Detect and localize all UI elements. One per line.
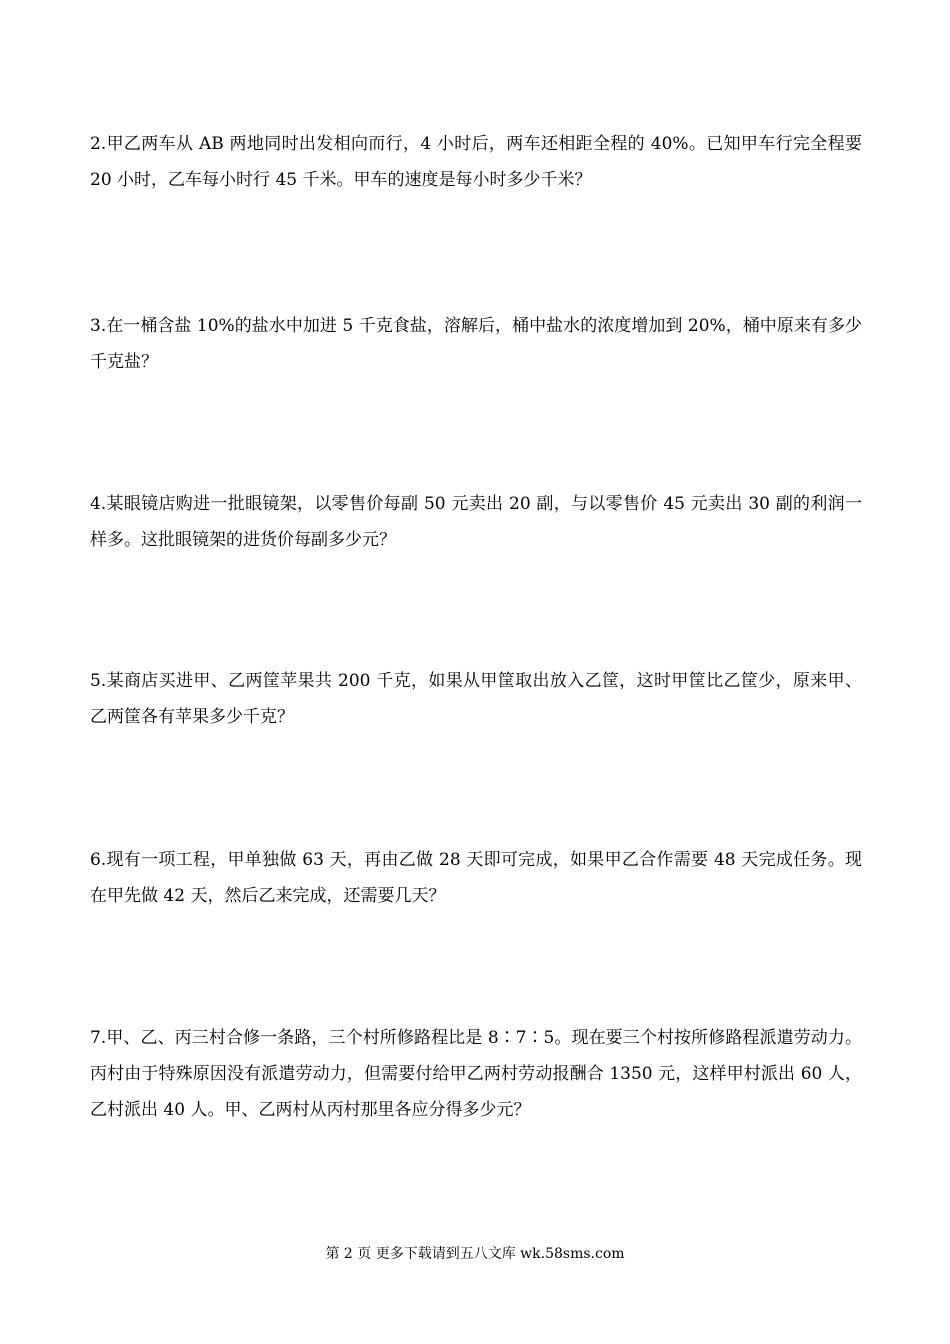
problem-3: 3.在一桶含盐 10%的盐水中加进 5 千克食盐，溶解后，桶中盐水的浓度增加到 20%，桶中原来有多少千克盐？ [90,316,862,372]
problem-4: 4.某眼镜店购进一批眼镜架，以零售价每副 50 元卖出 20 副，与以零售价 45 元卖出 30 副的利润一样多。这批眼镜架的进货价每副多少元？ [90,494,862,550]
problem-6: 6.现有一项工程，甲单独做 63 天，再由乙做 28 天即可完成，如果甲乙合作需要 48 天完成任务。现在甲先做 42 天，然后乙来完成，还需要几天？ [90,850,862,906]
problem-7: 7.甲、乙、丙三村合修一条路，三个村所修路程比是 8∶7∶5。现在要三个村按所修路程派遣劳动力。丙村由于特殊原因没有派遣劳动力，但需要付给甲乙两村劳动报酬合 1350 元，这样甲村派出 60 人，乙村派出 40 人。甲、乙两村从丙村那里各应分得多少元？ [90,1028,862,1120]
page-footer: 第 2 页 更多下载请到五八文库 wk.58sms.com [325,1246,625,1262]
problem-2: 2.甲乙两车从 AB 两地同时出发相向而行，4 小时后，两车还相距全程的 40%。已知甲车行完全程要 20 小时，乙车每小时行 45 千米。甲车的速度是每小时多少千米？ [90,134,862,190]
problem-5: 5.某商店买进甲、乙两筐苹果共 200 千克，如果从甲筐取出放入乙筐，这时甲筐比乙筐少，原来甲、乙两筐各有苹果多少千克？ [90,671,862,727]
